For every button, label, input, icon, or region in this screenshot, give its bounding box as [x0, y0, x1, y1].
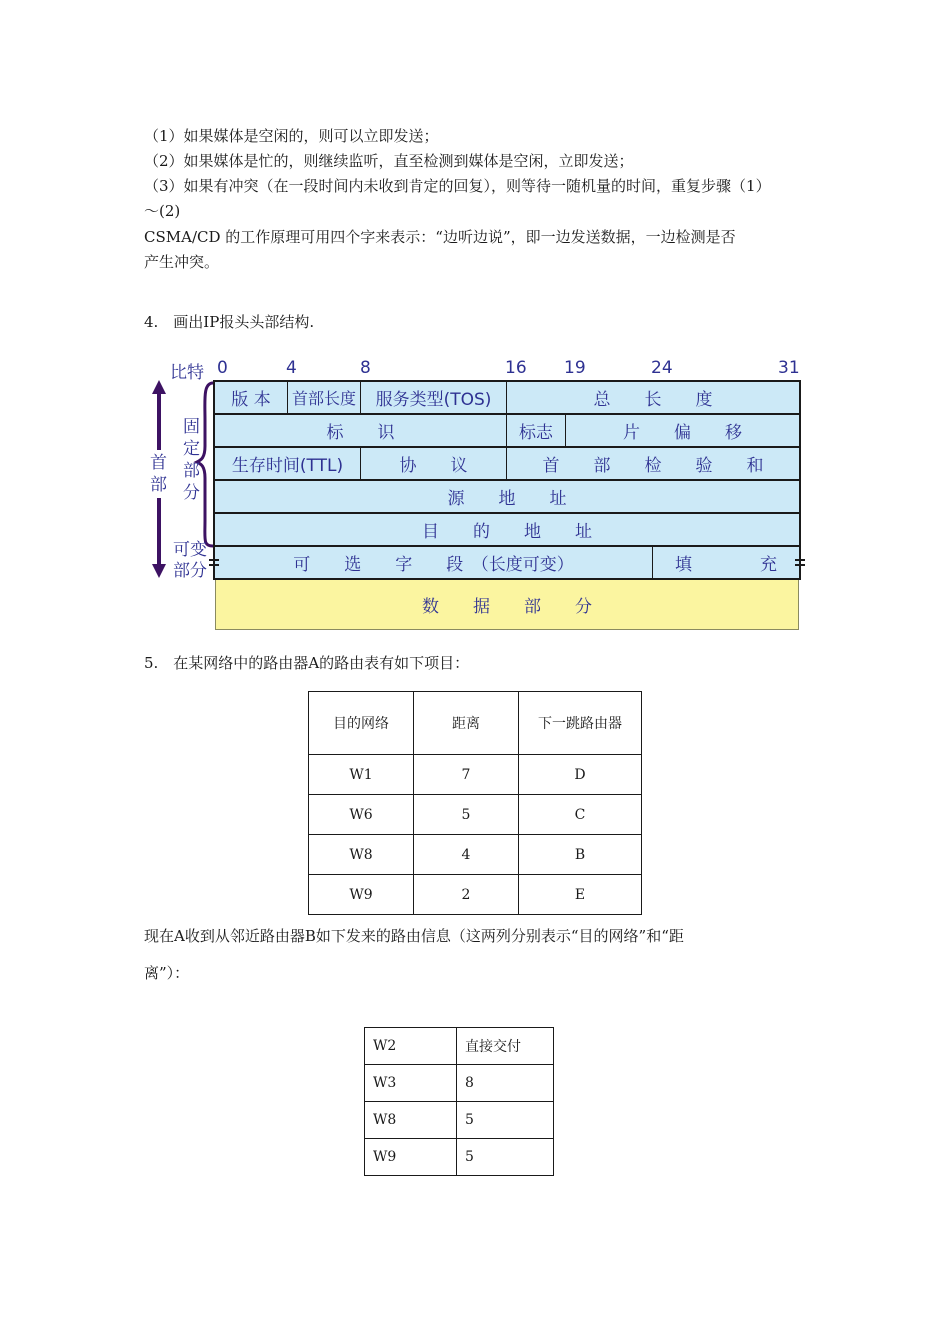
- table-cell: W8: [309, 835, 414, 875]
- received-text-line-2: 离”）：: [144, 964, 190, 982]
- bit-number: 31: [778, 358, 800, 378]
- table-row: [309, 795, 642, 835]
- column-header: 目的网络: [309, 692, 414, 755]
- header-row-6: [215, 547, 799, 580]
- field-padding: 填 充: [675, 555, 777, 575]
- field-total-length: 总 长 度: [593, 390, 713, 410]
- neighbor-routing-table: [364, 1027, 554, 1176]
- received-text-line-1: 现在A收到从邻近路由器B如下发来的路由信息（这两列分别表示“目的网络”和“距: [144, 927, 684, 945]
- options-right-tick: [795, 564, 805, 566]
- table-cell: 7: [414, 755, 519, 795]
- intro-line-4: ～(2): [144, 202, 181, 220]
- table-header-row: [309, 692, 642, 755]
- bit-label: 比特: [170, 363, 204, 383]
- table-cell: W6: [309, 795, 414, 835]
- table-cell: B: [519, 835, 642, 875]
- column-header: 距离: [414, 692, 519, 755]
- table-cell: 4: [414, 835, 519, 875]
- header-row-3: [215, 448, 799, 481]
- table-row: [365, 1139, 554, 1176]
- bit-number: 24: [651, 358, 673, 378]
- data-part: 数 据 部 分: [215, 580, 799, 630]
- routing-table: [308, 691, 642, 915]
- field-header-length: 首部长度: [288, 382, 361, 413]
- bit-number: 19: [564, 358, 586, 378]
- table-row: [365, 1102, 554, 1139]
- bit-number: 0: [217, 358, 228, 378]
- table-cell: W3: [365, 1065, 457, 1102]
- field-identification: 标 识: [215, 415, 507, 446]
- field-tos: 服务类型(TOS): [361, 382, 507, 413]
- table-cell: 5: [457, 1102, 554, 1139]
- header-row-4: [215, 481, 799, 514]
- table-cell: 2: [414, 875, 519, 915]
- field-options: 可 选 字 段 （长度可变）: [215, 547, 653, 578]
- table-cell: D: [519, 755, 642, 795]
- intro-line-2: （2）如果媒体是忙的，则继续监听，直至检测到媒体是空闲，立即发送；: [144, 152, 634, 170]
- table-row: [309, 835, 642, 875]
- options-right-tick: [795, 559, 805, 561]
- table-cell: 5: [457, 1139, 554, 1176]
- fixed-part-label: 固 定 部 分: [183, 417, 200, 503]
- field-flags: 标志: [507, 415, 566, 446]
- intro-line-3: （3）如果有冲突（在一段时间内未收到肯定的回复），则等待一随机量的时间，重复步骤（1）: [144, 177, 771, 195]
- table-cell: 直接交付: [457, 1028, 554, 1065]
- table-cell: C: [519, 795, 642, 835]
- bit-number: 16: [505, 358, 527, 378]
- question-4: 4. 画出IP报头头部结构.: [144, 313, 315, 331]
- table-cell: W8: [365, 1102, 457, 1139]
- table-cell: W1: [309, 755, 414, 795]
- field-protocol: 协 议: [361, 448, 507, 479]
- table-row: [309, 755, 642, 795]
- column-header: 下一跳路由器: [519, 692, 642, 755]
- ip-header-diagram: [145, 352, 815, 634]
- header-row-1: [215, 382, 799, 415]
- options-left-tick: [209, 559, 219, 561]
- table-row: [365, 1065, 554, 1102]
- question-5: 5. 在某网络中的路由器A的路由表有如下项目：: [144, 654, 470, 672]
- intro-line-5: CSMA/CD 的工作原理可用四个字来表示：“边听边说”，即一边发送数据，一边检测是否: [144, 228, 736, 246]
- field-destination-address: 目 的 地 址: [422, 522, 592, 542]
- table-cell: 5: [414, 795, 519, 835]
- table-cell: W9: [365, 1139, 457, 1176]
- header-row-5: [215, 514, 799, 547]
- table-cell: W2: [365, 1028, 457, 1065]
- field-fragment-offset: 片 偏 移: [623, 423, 742, 443]
- bit-number: 4: [286, 358, 297, 378]
- variable-part-label: 可变 部分: [173, 540, 207, 581]
- header-row-2: [215, 415, 799, 448]
- table-cell: W9: [309, 875, 414, 915]
- intro-line-6: 产生冲突。: [144, 253, 220, 271]
- table-cell: 8: [457, 1065, 554, 1102]
- options-left-tick: [209, 564, 219, 566]
- table-row: [309, 875, 642, 915]
- bit-number: 8: [360, 358, 371, 378]
- header-label: 首 部: [150, 450, 167, 498]
- field-version: 版 本: [215, 382, 288, 413]
- field-ttl: 生存时间(TTL): [215, 448, 361, 479]
- table-row: [365, 1028, 554, 1065]
- field-source-address: 源 地 址: [447, 489, 567, 509]
- intro-line-1: （1）如果媒体是空闲的，则可以立即发送；: [144, 127, 439, 145]
- table-cell: E: [519, 875, 642, 915]
- field-checksum: 首 部 检 验 和: [542, 456, 764, 476]
